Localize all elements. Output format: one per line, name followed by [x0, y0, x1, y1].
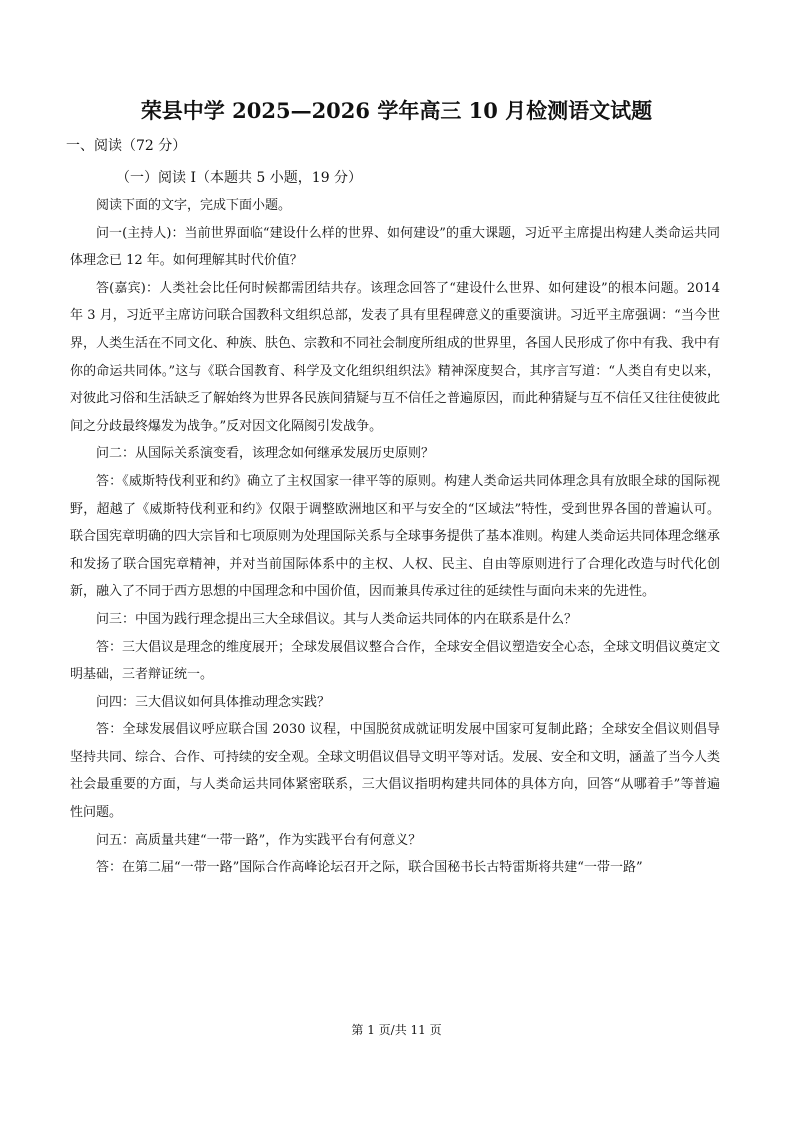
reading-passage	[70, 192, 720, 882]
paragraph: 问一(主持人)：当前世界面临“建设什么样的世界、如何建设”的重大课题，习近平主席提出构建人类命运共同体理念已 12 年。如何理解其时代价值？	[70, 225, 720, 269]
paragraph: 问二：从国际关系演变看，该理念如何继承发展历史原则？	[96, 446, 435, 462]
paragraph: 答：《威斯特伐利亚和约》确立了主权国家一律平等的原则。构建人类命运共同体理念具有放眼全球的国际视野，超越了《威斯特伐利亚和约》仅限于调整欧洲地区和平与安全的“区域法”特性，受到世界各国的普遍认可。联合国宪章明确的四大宗旨和七项原则为处理国际关系与全球事务提供了基本准则。构建人类命运共同体理念继承和发扬了联合国宪章精神，并对当前国际体系中的主权、人权、民主、自由等原则进行了合理化改造与时代化创新，融入了不同于西方思想的中国理念和中国价值，因而兼具传承过往的延续性与面向未来的先进性。	[70, 473, 721, 600]
paragraph: 答：全球发展倡议呼应联合国 2030 议程，中国脱贫成就证明发展中国家可复制此路；全球安全倡议则倡导坚持共同、综合、合作、可持续的安全观。全球文明倡议倡导文明平等对话。发展、安全和文明，涵盖了当今人类社会最重要的方面，与人类命运共同体紧密联系，三大倡议指明构建共同体的具体方向，回答“从哪着手”等普遍性问题。	[70, 722, 721, 821]
paragraph: 答：在第二届“一带一路”国际合作高峰论坛召开之际，联合国秘书长古特雷斯将共建“一带一路”	[96, 860, 643, 876]
paragraph: 答(嘉宾)：人类社会比任何时候都需团结共存。该理念回答了“建设什么世界、如何建设”的根本问题。2014 年 3 月，习近平主席访问联合国教科文组织总部，发表了具有里程碑意义的重要演讲。习近平主席强调：“当今世界，人类生活在不同文化、种族、肤色、宗教和不同社会制度所组成的世界里，各国人民形成了你中有我、我中有你的命运共同体。”这与《联合国教育、科学及文化组织组织法》精神深度契合，其序言写道：“人类自有史以来，对彼此习俗和生活缺乏了解始终为世界各民族间猜疑与互不信任之普遍原因，而此种猜疑与互不信任又往往使彼此间之分歧最终爆发为战争。”反对因文化隔阂引发战争。	[70, 280, 721, 434]
page-number-footer: 第 1 页/共 11 页	[351, 1023, 442, 1037]
paragraph: 问三：中国为践行理念提出三大全球倡议。其与人类命运共同体的内在联系是什么？	[96, 611, 578, 627]
paragraph: 答：三大倡议是理念的维度展开；全球发展倡议整合合作，全球安全倡议塑造安全心态，全球文明倡议奠定文明基础，三者辩证统一。	[70, 639, 721, 683]
paragraph: 问四：三大倡议如何具体推动理念实践？	[96, 694, 331, 710]
section-heading: 一、阅读（72 分）	[66, 138, 187, 154]
instruction-text: 阅读下面的文字，完成下面小题。	[96, 198, 292, 213]
paragraph: 问五：高质量共建“一带一路”，作为实践平台有何意义？	[96, 832, 422, 848]
subsection-heading: （一）阅读 I（本题共 5 小题，19 分）	[116, 170, 363, 186]
document-title: 荣县中学 2025—2026 学年高三 10 月检测语文试题	[140, 98, 653, 123]
